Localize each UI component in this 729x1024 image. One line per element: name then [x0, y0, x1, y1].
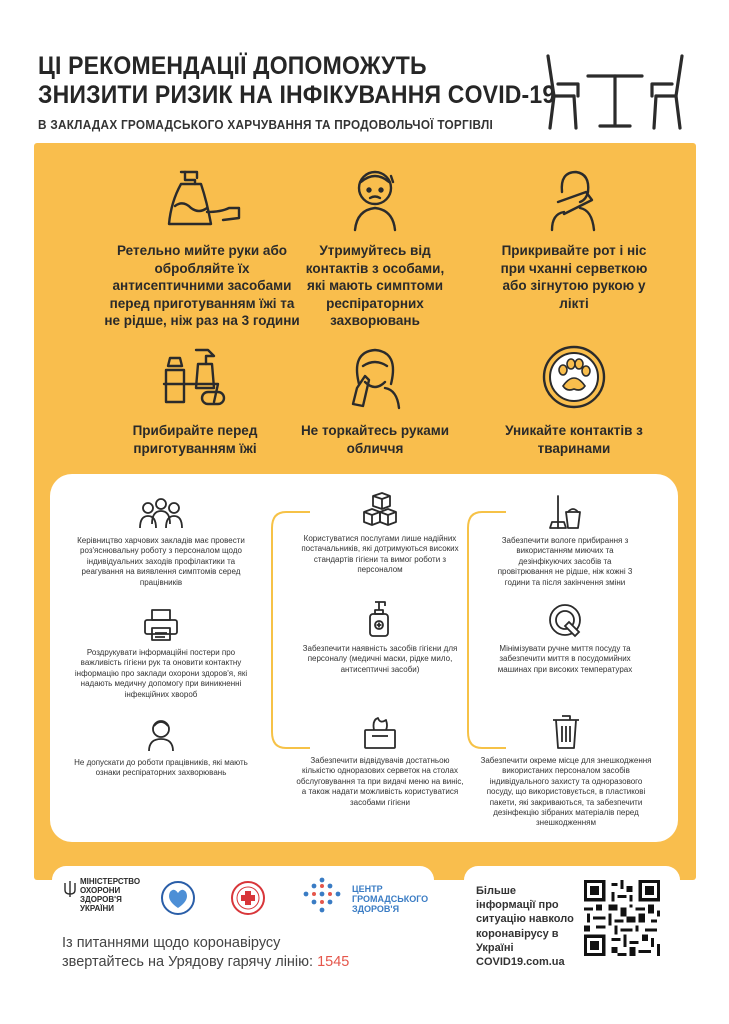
- measure-item: [484, 602, 646, 675]
- title-line-2: ЗНИЗИТИ РИЗИК НА ІНФІКУВАННЯ COVID-19: [38, 81, 556, 109]
- boxes-icon: [362, 492, 398, 528]
- measure-item: [300, 600, 460, 675]
- mop-bucket-icon: [548, 494, 582, 530]
- sick-worker-icon: [146, 718, 176, 752]
- plate-washing-icon: [547, 602, 583, 638]
- recommendation-card: [300, 344, 450, 457]
- recommendation-text: Прикривайте рот і ніс при чханні серветкою або зігнутою рукою у лікті: [500, 243, 648, 311]
- recommendation-text: Ретельно мийте руки або обробляйте їх антисептичними засобами перед приготуванням їжі та не рідше, ніж раз на 3 години: [104, 243, 300, 328]
- more-info-text: [476, 884, 576, 969]
- red-cross-emblem-icon: [230, 880, 266, 916]
- info-link[interactable]: COVID19.com.ua: [476, 956, 565, 969]
- trash-can-icon: [551, 714, 581, 750]
- measure-text: Забезпечити вологе прибирання з використанням миючих та дезінфікуючих засобів та провітрювання не рідше, ніж кожні 3 години та після закінчення зміни: [497, 536, 633, 587]
- staff-group-icon: [136, 496, 186, 530]
- hotline-line-2: звертайтесь на Урядову гарячу лінію: 1545: [62, 954, 350, 970]
- measure-text: Мінімізувати ручне миття посуду та забезпечити миття в посудомийних машинах при високих температурах: [497, 644, 633, 674]
- public-health-center-logo-icon: [300, 876, 344, 918]
- info-description: Більше інформації про ситуацію навколо коронавірусу в Україні: [476, 885, 574, 954]
- recommendation-card: [110, 344, 280, 457]
- measure-text: Не допускати до роботи працівників, які мають ознаки респіраторних захворювань: [74, 758, 248, 778]
- touch-face-icon: [345, 344, 405, 410]
- page-title: [38, 52, 555, 110]
- measure-item: [296, 716, 464, 808]
- measure-text: Керівництво харчових закладів має провести роз'яснювальну роботу з персоналом щодо індивідуальних заходів профілактики та реагування на виявлення симптомів серед працівників: [77, 536, 245, 587]
- measure-item: [70, 608, 252, 700]
- cleaning-supplies-icon: [160, 344, 230, 410]
- hotline-number: 1545: [317, 954, 350, 970]
- tissue-box-icon: [362, 716, 398, 750]
- trident-icon: [64, 880, 76, 898]
- measure-item: [70, 496, 252, 588]
- ministry-logo-text: МІНІСТЕРСТВО ОХОРОНИ ЗДОРОВ'Я УКРАЇНИ: [80, 877, 141, 913]
- title-line-1: ЦІ РЕКОМЕНДАЦІЇ ДОПОМОЖУТЬ: [38, 52, 427, 80]
- sneeze-elbow-icon: [544, 166, 604, 232]
- hotline-line-1: Із питаннями щодо коронавірусу: [62, 935, 281, 951]
- measure-text: Забезпечити наявність засобів гігієни для персоналу (медичні маски, рідке мило, антисептичні засоби): [302, 644, 458, 674]
- hand-sanitizer-icon: [157, 166, 247, 232]
- recommendation-card: [100, 166, 304, 330]
- page-subtitle: В ЗАКЛАДАХ ГРОМАДСЬКОГО ХАРЧУВАННЯ ТА ПРОДОВОЛЬЧОЇ ТОРГІВЛІ: [38, 118, 494, 132]
- public-health-center-text: ЦЕНТР ГРОМАДСЬКОГО ЗДОРОВ'Я: [352, 884, 429, 914]
- hotline-info: [62, 934, 392, 972]
- recommendation-text: Не торкайтесь руками обличчя: [300, 423, 450, 456]
- measure-item: [70, 718, 252, 779]
- paw-icon: [541, 344, 607, 410]
- qr-code-icon[interactable]: [584, 880, 660, 956]
- recommendation-text: Утримуйтесь від контактів з особами, які мають симптоми респіраторних захворювань: [305, 243, 445, 328]
- measure-text: Забезпечити відвідувачів достатньою кількістю одноразових серветок на столах обслуговування та при видачі меню на виніс, а також надати можливість користуватися засобами гігієни: [296, 756, 464, 807]
- measure-text: Роздрукувати інформаційні постери про важливість гігієни рук та оновити контактну інформацію про заклади охорони здоров'я, які надають медичну допомогу при виникненні інфекційних хвороб: [74, 648, 248, 699]
- measure-item: [300, 492, 460, 576]
- cafe-table-icon: [540, 52, 690, 132]
- sanitizer-bottle-icon: [367, 600, 393, 638]
- recommendation-card: [494, 344, 654, 457]
- sick-person-icon: [345, 166, 405, 232]
- recommendation-card: [300, 166, 450, 330]
- medical-emblem-icon: [160, 880, 196, 916]
- measure-text: Забезпечити окреме місце для знешкодження використаних персоналом засобів індивідуального захисту та одноразового посуду, що використовується, в пластикові пакети, які закриваються, та забезпечити дезінфекцію зібраних матеріалів перед знешкодженням: [480, 756, 652, 828]
- measure-item: [480, 714, 652, 829]
- recommendation-card: [494, 166, 654, 312]
- measure-text: Користуватися послугами лише надійних постачальників, які дотримуються високих стандартів гігієни та вимог роботи з персоналом: [301, 534, 459, 575]
- measure-item: [490, 494, 640, 588]
- printer-icon: [143, 608, 179, 642]
- recommendation-text: Прибирайте перед приготуванням їжі: [132, 423, 258, 456]
- recommendation-text: Уникайте контактів з тваринами: [505, 423, 643, 456]
